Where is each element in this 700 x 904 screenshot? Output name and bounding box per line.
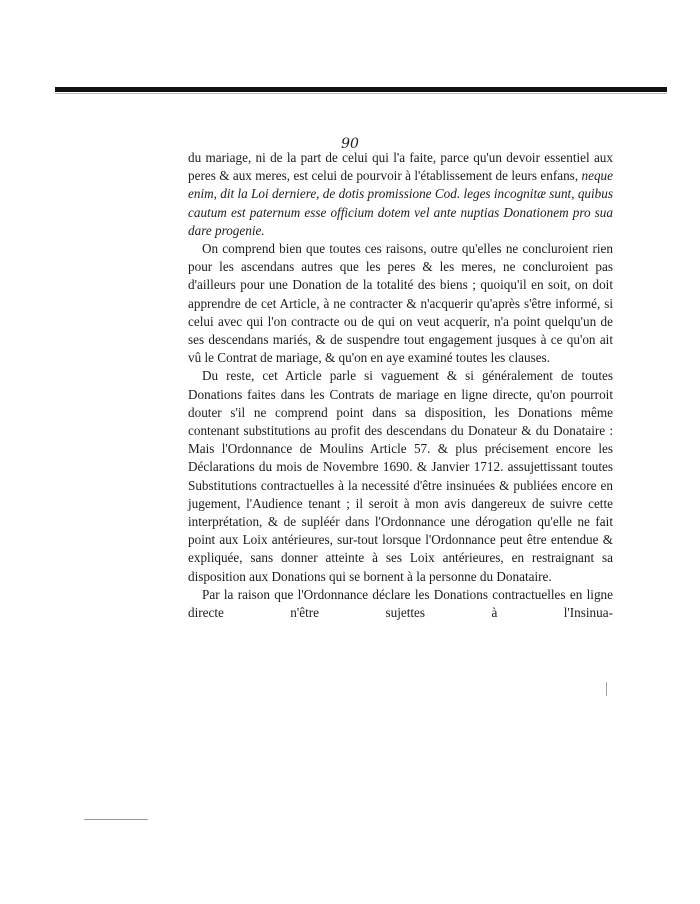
paragraph-text: du mariage, ni de la part de celui qui l'a faite, parce qu'un devoir essentiel aux peres & aux meres, est celui de pourvoir à l'établissement de leurs enfans, bbox=[188, 150, 613, 184]
paragraph-text: Du reste, cet Article parle si vaguement & si généralement de toutes Donations faites dans les Contrats de mariage en ligne directe, qu'on pourroit douter s'il ne comprend point dans sa disposition, les Donations même contenant substitutions au profit des descendans du Donateur & du Donataire : Mais l'Ordonnance de Moulins Article 57. & plus précisement encore les Déclarations du mois de Novembre 1690. & Janvier 1712. assujettissant toutes Substitutions contractuelles à la necessité d'être insinuées & publiées encore en jugement, l'Audience tenant ; il seroit à mon avis dangereux de suivre cette interprétation, & de supléér dans l'Ordonnance une dérogation qu'elle ne fait point aux Loix antérieures, sur-tout lorsque l'Ordonnance peut être entendue & expliquée, sans donner atteinte à ses Loix antérieures, en restraignant sa disposition aux Donations qui se bornent à la personne du Donataire. bbox=[188, 368, 613, 584]
top-rule-shadow bbox=[55, 93, 667, 94]
paragraph-p1 bbox=[188, 149, 613, 240]
paragraph-p3 bbox=[188, 367, 613, 585]
top-rule bbox=[55, 87, 667, 92]
margin-mark bbox=[606, 682, 609, 696]
paragraph-p4 bbox=[188, 586, 613, 622]
body-text bbox=[188, 149, 613, 622]
corner-rule bbox=[84, 819, 148, 820]
paragraph-text: Par la raison que l'Ordonnance déclare les Donations contractuelles en ligne directe n'être sujettes à l'Insinua- bbox=[188, 586, 613, 621]
page-number: 90 bbox=[341, 136, 359, 152]
paragraph-text: On comprend bien que toutes ces raisons, outre qu'elles ne concluroient rien pour les ascendans autres que les peres & les meres, ne concluroient pas d'ailleurs pour une Donation de la totalité des biens ; quoiqu'il en soit, on doit apprendre de cet Article, à ne contracter & n'acquerir qu'après s'être informé, si celui avec qui l'on contracte ou de qui on veut acquerir, n'a point quelqu'un de ses descendans mariés, & de suspendre tout engagement jusques à ce qu'on ait vû le Contrat de mariage, & qu'on en aye examiné toutes les clauses. bbox=[188, 241, 613, 366]
paragraph-p2 bbox=[188, 240, 613, 367]
latin-quotation: neque enim, dit la Loi derniere, de dotis promissione Cod. leges incognitæ sunt, quibus cautum est paternum esse officium dotem vel ante nuptias Donationem pro sua dare progenie. bbox=[188, 168, 613, 238]
